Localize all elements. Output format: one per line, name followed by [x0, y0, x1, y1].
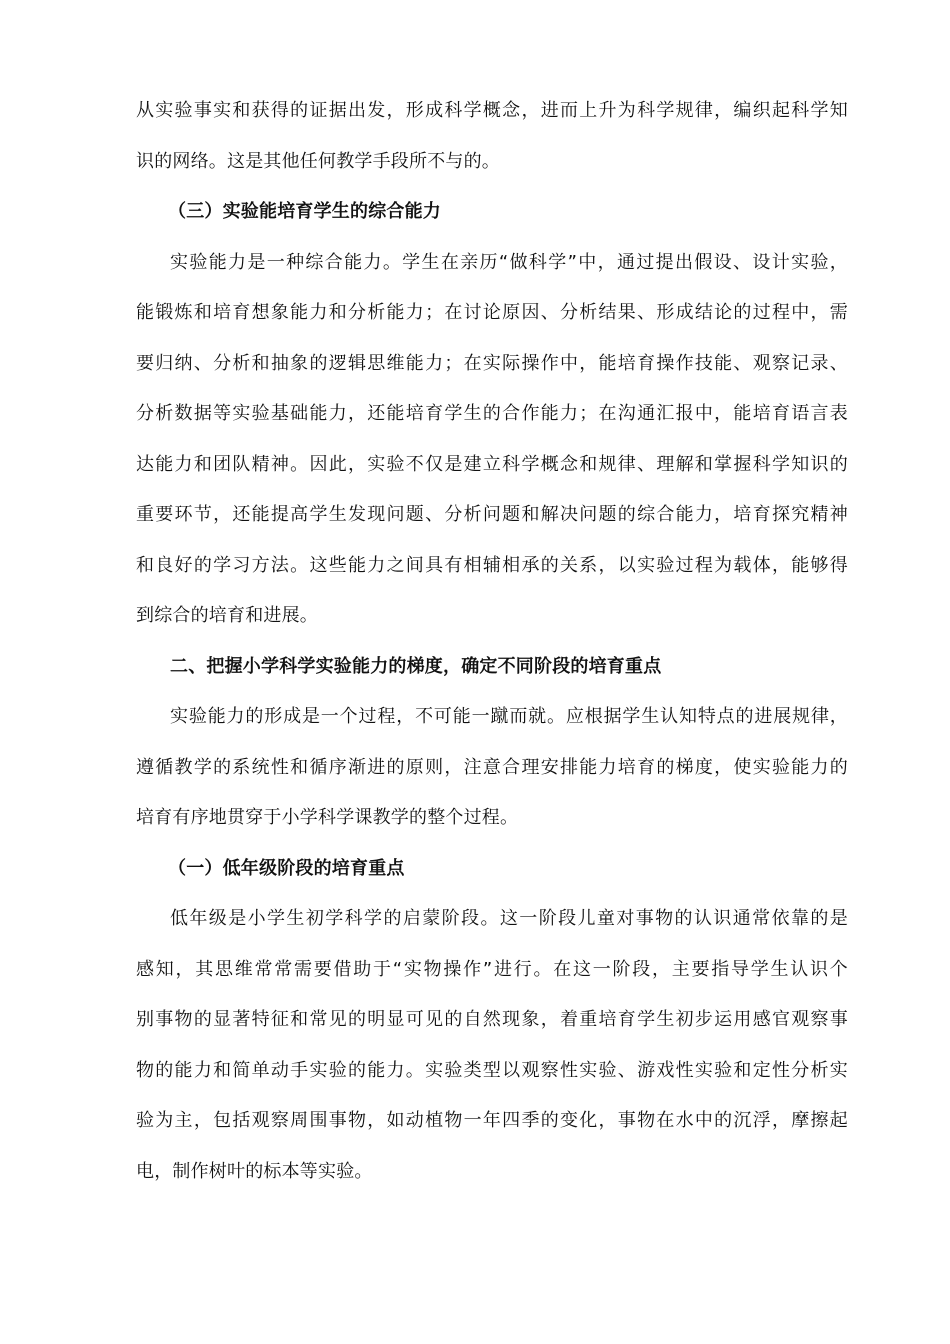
paragraph-line: 到综合的培育和进展。: [136, 605, 318, 626]
paragraph-line: 和良好的学习方法。这些能力之间具有相辅相承的关系，以实验过程为载体，能够得: [136, 554, 848, 576]
paragraph-line: 识的网络。这是其他任何教学手段所不与的。: [136, 150, 500, 172]
paragraph-line: 别事物的显著特征和常见的明显可见的自然现象，着重培育学生初步运用感官观察事: [136, 1009, 848, 1030]
paragraph-line: 实验能力是一种综合能力。学生在亲历“做科学”中，通过提出假设、设计实验，: [170, 251, 848, 273]
paragraph-line: 低年级是小学生初学科学的启蒙阶段。这一阶段儿童对事物的认识通常依靠的是: [170, 908, 848, 929]
paragraph: [136, 86, 848, 187]
paragraph-line: 培育有序地贯穿于小学科学课教学的整个过程。: [136, 807, 519, 828]
paragraph-line: 达能力和团队精神。因此，实验不仅是建立科学概念和规律、理解和掌握科学知识的: [136, 453, 848, 475]
paragraph-line: 从实验事实和获得的证据出发，形成科学概念，进而上升为科学规律，编织起科学知: [136, 100, 848, 121]
paragraph-line: 分析数据等实验基础能力，还能培育学生的合作能力；在沟通汇报中，能培育语言表: [136, 403, 848, 424]
paragraph: [136, 238, 848, 642]
paragraph-line: 验为主，包括观察周围事物，如动植物一年四季的变化，事物在水中的沉浮，摩擦起: [136, 1110, 848, 1131]
paragraph: [136, 692, 848, 844]
paragraph-line: 感知，其思维常常需要借助于“实物操作”进行。在这一阶段，主要指导学生认识个: [136, 958, 848, 980]
section-heading: （三）实验能培育学生的综合能力: [168, 201, 441, 222]
paragraph: [136, 894, 848, 1197]
paragraph-line: 要归纳、分析和抽象的逻辑思维能力；在实际操作中，能培育操作技能、观察记录、: [136, 352, 848, 374]
document-page: [136, 86, 848, 1197]
paragraph-line: 遵循教学的系统性和循序渐进的原则，注意合理安排能力培育的梯度，使实验能力的: [136, 756, 848, 778]
paragraph-line: 物的能力和简单动手实验的能力。实验类型以观察性实验、游戏性实验和定性分析实: [136, 1059, 848, 1081]
paragraph-line: 重要环节，还能提高学生发现问题、分析问题和解决问题的综合能力，培育探究精神: [136, 504, 848, 525]
paragraph-line: 能锻炼和培育想象能力和分析能力；在讨论原因、分析结果、形成结论的过程中，需: [136, 302, 848, 323]
chapter-heading: 二、把握小学科学实验能力的梯度，确定不同阶段的培育重点: [170, 655, 662, 677]
section-heading: （一）低年级阶段的培育重点: [168, 857, 405, 879]
paragraph-line: 实验能力的形成是一个过程，不可能一蹴而就。应根据学生认知特点的进展规律，: [170, 706, 848, 727]
paragraph-line: 电，制作树叶的标本等实验。: [136, 1160, 373, 1182]
